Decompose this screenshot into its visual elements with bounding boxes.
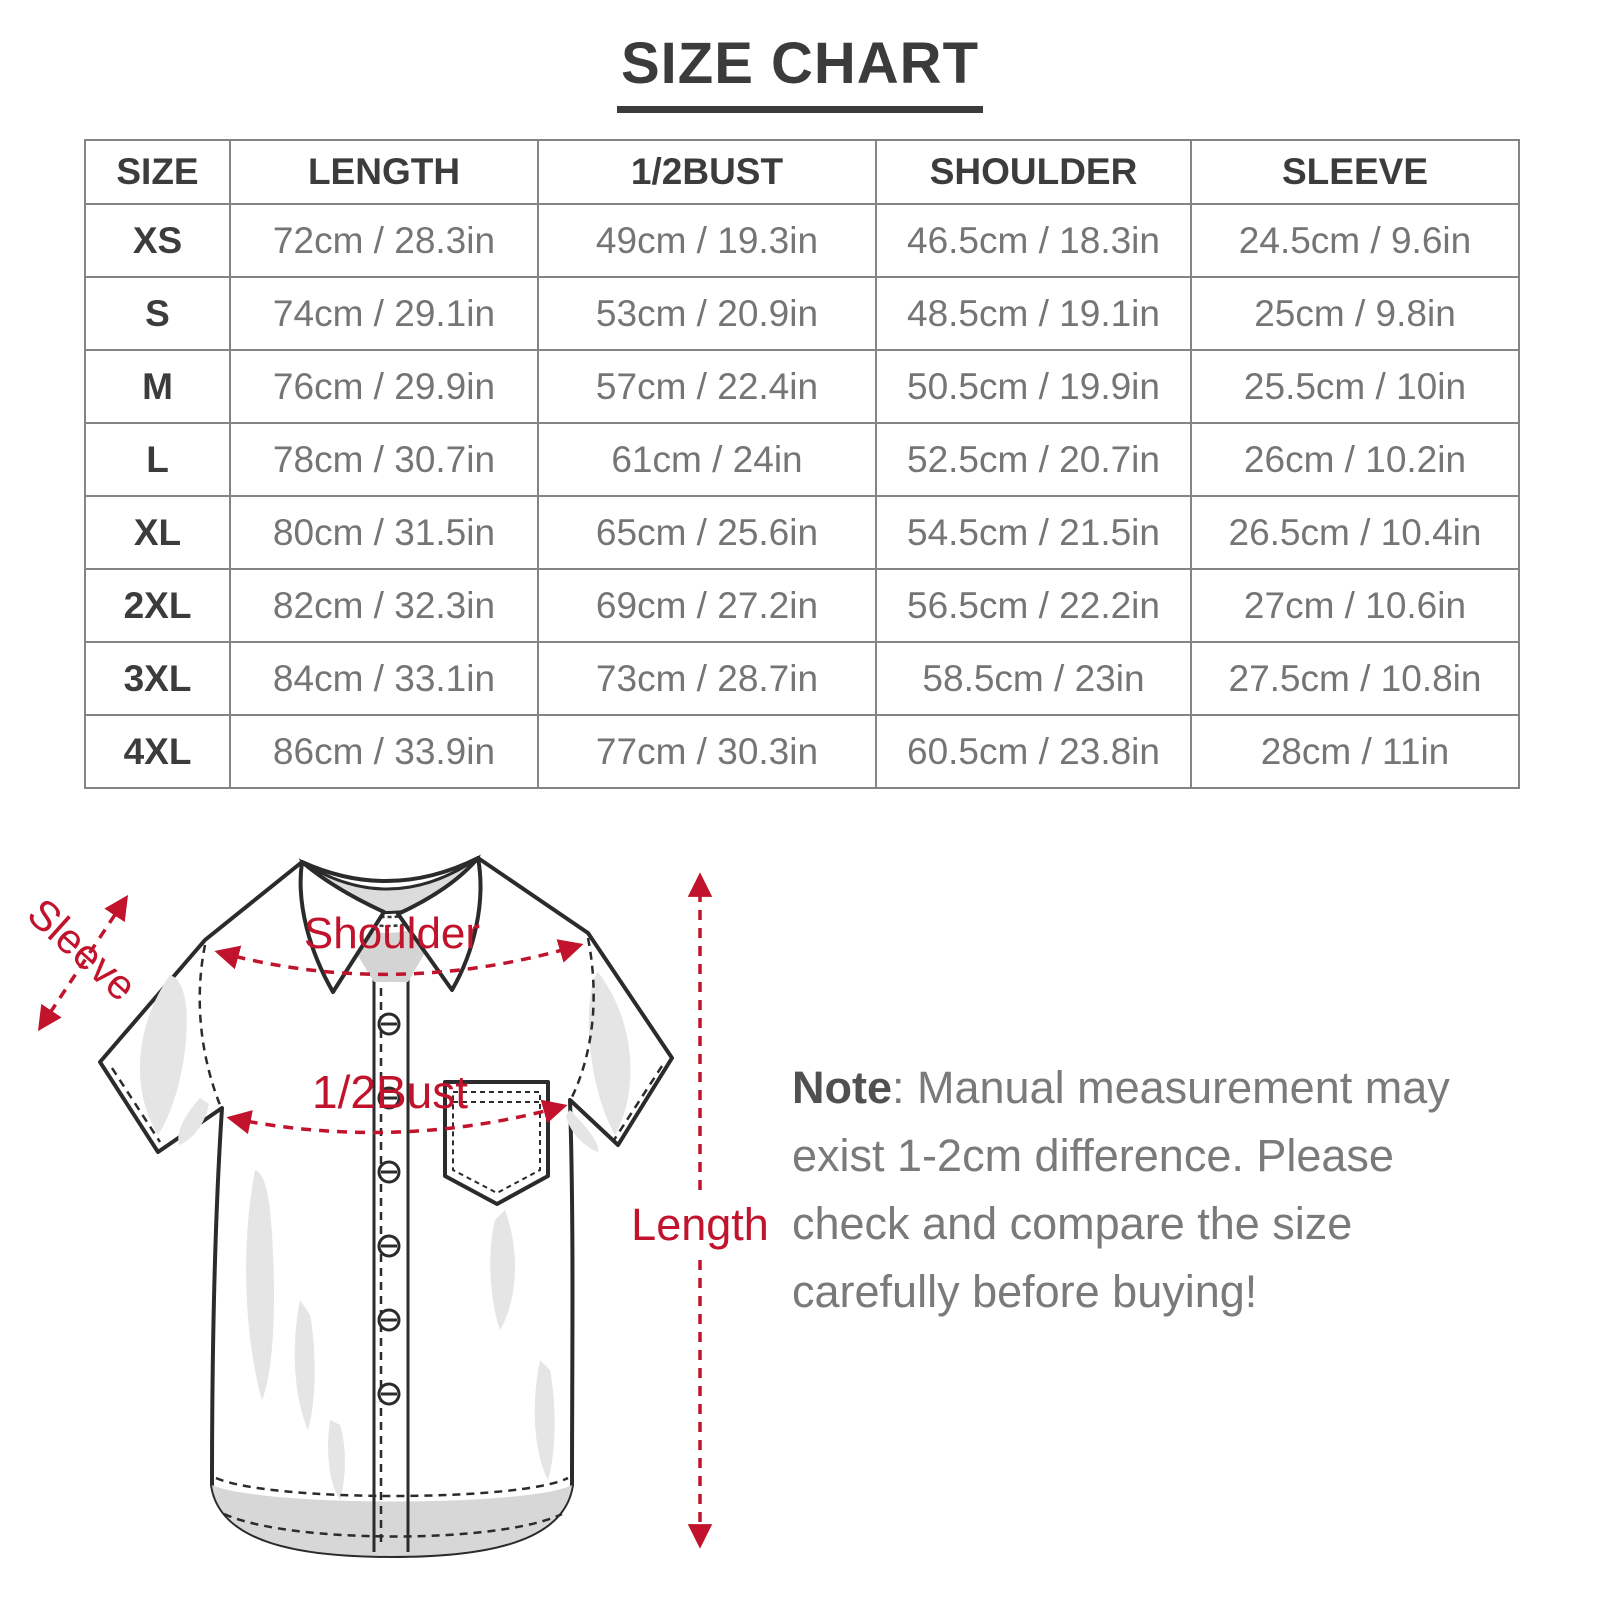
col-header-halfbust: 1/2BUST bbox=[538, 140, 876, 204]
shirt-measurement-diagram bbox=[0, 800, 800, 1600]
shoulder-value: 60.5cm / 23.8in bbox=[876, 715, 1191, 788]
col-header-sleeve: SLEEVE bbox=[1191, 140, 1519, 204]
note-line: exist 1-2cm difference. Please bbox=[792, 1130, 1394, 1181]
shirt-illustration bbox=[100, 858, 672, 1556]
note-label: Note bbox=[792, 1062, 892, 1113]
length-value: 74cm / 29.1in bbox=[230, 277, 538, 350]
size-row-2xl bbox=[85, 569, 1519, 642]
length-value: 82cm / 32.3in bbox=[230, 569, 538, 642]
halfbust-value: 73cm / 28.7in bbox=[538, 642, 876, 715]
col-header-size: SIZE bbox=[85, 140, 230, 204]
shoulder-value: 46.5cm / 18.3in bbox=[876, 204, 1191, 277]
size-row-s bbox=[85, 277, 1519, 350]
size-table bbox=[84, 139, 1520, 789]
size-row-l bbox=[85, 423, 1519, 496]
shoulder-value: 54.5cm / 21.5in bbox=[876, 496, 1191, 569]
size-row-3xl bbox=[85, 642, 1519, 715]
length-measure-label: Length bbox=[631, 1199, 769, 1250]
sleeve-value: 26.5cm / 10.4in bbox=[1191, 496, 1519, 569]
size-label: XS bbox=[85, 204, 230, 277]
halfbust-value: 77cm / 30.3in bbox=[538, 715, 876, 788]
sleeve-value: 25.5cm / 10in bbox=[1191, 350, 1519, 423]
size-label: 4XL bbox=[85, 715, 230, 788]
sleeve-value: 27cm / 10.6in bbox=[1191, 569, 1519, 642]
note-line: carefully before buying! bbox=[792, 1266, 1258, 1317]
halfbust-value: 69cm / 27.2in bbox=[538, 569, 876, 642]
note-text: : Manual measurement may bbox=[892, 1062, 1450, 1113]
shoulder-measure-label: Shoulder bbox=[303, 909, 481, 958]
note-line bbox=[792, 1054, 1522, 1122]
shoulder-value: 58.5cm / 23in bbox=[876, 642, 1191, 715]
shoulder-value: 56.5cm / 22.2in bbox=[876, 569, 1191, 642]
size-label: 2XL bbox=[85, 569, 230, 642]
shoulder-value: 48.5cm / 19.1in bbox=[876, 277, 1191, 350]
col-header-length: LENGTH bbox=[230, 140, 538, 204]
sleeve-measure-label: Sleeve bbox=[18, 889, 146, 1010]
halfbust-value: 49cm / 19.3in bbox=[538, 204, 876, 277]
sleeve-value: 25cm / 9.8in bbox=[1191, 277, 1519, 350]
sleeve-value: 24.5cm / 9.6in bbox=[1191, 204, 1519, 277]
length-value: 76cm / 29.9in bbox=[230, 350, 538, 423]
length-value: 86cm / 33.9in bbox=[230, 715, 538, 788]
halfbust-value: 61cm / 24in bbox=[538, 423, 876, 496]
page-title: SIZE CHART bbox=[617, 30, 983, 113]
size-row-xl bbox=[85, 496, 1519, 569]
col-header-shoulder: SHOULDER bbox=[876, 140, 1191, 204]
size-label: L bbox=[85, 423, 230, 496]
size-row-m bbox=[85, 350, 1519, 423]
shoulder-value: 52.5cm / 20.7in bbox=[876, 423, 1191, 496]
size-row-xs bbox=[85, 204, 1519, 277]
shoulder-value: 50.5cm / 19.9in bbox=[876, 350, 1191, 423]
halfbust-value: 57cm / 22.4in bbox=[538, 350, 876, 423]
length-value: 84cm / 33.1in bbox=[230, 642, 538, 715]
sleeve-value: 28cm / 11in bbox=[1191, 715, 1519, 788]
size-label: XL bbox=[85, 496, 230, 569]
halfbust-measure-label: 1/2Bust bbox=[312, 1066, 468, 1118]
size-label: S bbox=[85, 277, 230, 350]
size-label: 3XL bbox=[85, 642, 230, 715]
length-value: 78cm / 30.7in bbox=[230, 423, 538, 496]
halfbust-value: 65cm / 25.6in bbox=[538, 496, 876, 569]
halfbust-value: 53cm / 20.9in bbox=[538, 277, 876, 350]
length-value: 80cm / 31.5in bbox=[230, 496, 538, 569]
size-label: M bbox=[85, 350, 230, 423]
size-row-4xl bbox=[85, 715, 1519, 788]
length-value: 72cm / 28.3in bbox=[230, 204, 538, 277]
header-row bbox=[85, 140, 1519, 204]
note-block bbox=[792, 1054, 1522, 1326]
note-line: check and compare the size bbox=[792, 1198, 1353, 1249]
sleeve-value: 26cm / 10.2in bbox=[1191, 423, 1519, 496]
sleeve-value: 27.5cm / 10.8in bbox=[1191, 642, 1519, 715]
